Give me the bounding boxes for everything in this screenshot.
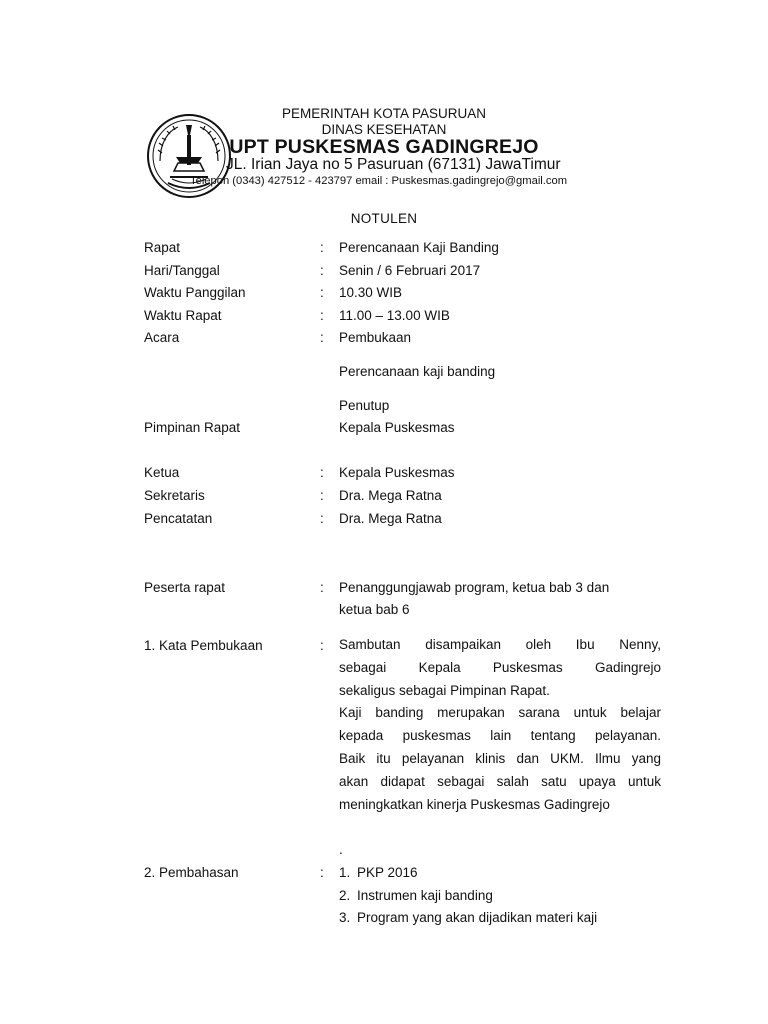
list-number: 3. bbox=[339, 910, 351, 925]
field-label: Pencatatan bbox=[144, 511, 213, 526]
paragraph-line: Sambutan disampaikan oleh Ibu Nenny, bbox=[339, 637, 661, 652]
paragraph-line: Kaji banding merupakan sarana untuk belajar bbox=[339, 705, 661, 721]
list-item: Instrumen kaji banding bbox=[357, 888, 493, 903]
agenda-item: Penutup bbox=[339, 398, 390, 413]
field-label: Rapat bbox=[144, 240, 181, 255]
field-label: Hari/Tanggal bbox=[144, 263, 220, 278]
field-colon: : bbox=[320, 285, 324, 300]
field-value: Senin / 6 Februari 2017 bbox=[339, 263, 481, 278]
list-number: 2. bbox=[339, 888, 351, 903]
paragraph-line: akan didapat sebagai salah satu upaya untuk bbox=[339, 773, 661, 789]
field-colon: : bbox=[320, 465, 324, 480]
field-colon: : bbox=[320, 330, 324, 345]
field-value: Dra. Mega Ratna bbox=[339, 511, 442, 526]
field-value: Kepala Puskesmas bbox=[339, 465, 455, 480]
field-colon: : bbox=[320, 511, 324, 526]
field-value: 10.30 WIB bbox=[339, 285, 403, 300]
field-label: Pimpinan Rapat bbox=[144, 420, 241, 435]
paragraph-line: meningkatkan kinerja Puskesmas Gadingrejo bbox=[339, 796, 610, 812]
agenda-item: Perencanaan kaji banding bbox=[339, 364, 496, 379]
list-item: PKP 2016 bbox=[357, 865, 418, 880]
header-address: JL. Irian Jaya no 5 Pasuruan (67131) JawaTimur bbox=[226, 156, 561, 173]
field-value: Perencanaan Kaji Banding bbox=[339, 240, 499, 255]
paragraph-line: sebagai Kepala Puskesmas Gadingrejo bbox=[339, 659, 661, 675]
field-colon: : bbox=[320, 488, 324, 503]
field-colon: : bbox=[320, 308, 324, 323]
list-number: 1. bbox=[339, 865, 351, 880]
header-organization-name: UPT PUSKESMAS GADINGREJO bbox=[229, 136, 539, 158]
section-colon: : bbox=[320, 638, 324, 653]
trailing-dot: . bbox=[339, 842, 343, 857]
document-title: NOTULEN bbox=[350, 211, 418, 226]
field-colon: : bbox=[320, 240, 324, 255]
field-label: Waktu Panggilan bbox=[144, 285, 246, 300]
field-value-line: Penanggungjawab program, ketua bab 3 dan bbox=[339, 580, 610, 595]
header-department: DINAS KESEHATAN bbox=[321, 122, 447, 137]
paragraph-line: Baik itu pelayanan klinis dan UKM. Ilmu yang bbox=[339, 750, 661, 766]
field-value: 11.00 – 13.00 WIB bbox=[339, 308, 450, 323]
field-colon: : bbox=[320, 580, 324, 595]
section-colon: : bbox=[320, 865, 324, 880]
agenda-item: Pembukaan bbox=[339, 330, 412, 345]
field-label: Sekretaris bbox=[144, 488, 205, 503]
field-label: Waktu Rapat bbox=[144, 308, 222, 323]
field-label: Acara bbox=[144, 330, 180, 345]
header-contact: Telepon (0343) 427512 - 423797 email : Puskesmas.gadingrejo@gmail.com bbox=[190, 175, 568, 187]
paragraph-line: sekaligus sebagai Pimpinan Rapat. bbox=[339, 682, 550, 698]
opening-paragraph bbox=[339, 634, 661, 816]
field-value-line: ketua bab 6 bbox=[339, 602, 410, 617]
field-label: Peserta rapat bbox=[144, 580, 226, 595]
header-government: PEMERINTAH KOTA PASURUAN bbox=[281, 106, 487, 121]
field-value: Dra. Mega Ratna bbox=[339, 488, 442, 503]
field-label: Ketua bbox=[144, 465, 180, 480]
paragraph-line: kepada puskesmas lain tentang pelayanan. bbox=[339, 728, 661, 744]
section-label: 2. Pembahasan bbox=[144, 865, 239, 880]
field-colon: : bbox=[320, 263, 324, 278]
list-item: Program yang akan dijadikan materi kaji bbox=[357, 910, 598, 925]
section-label: 1. Kata Pembukaan bbox=[144, 638, 263, 653]
field-value: Kepala Puskesmas bbox=[339, 420, 455, 435]
